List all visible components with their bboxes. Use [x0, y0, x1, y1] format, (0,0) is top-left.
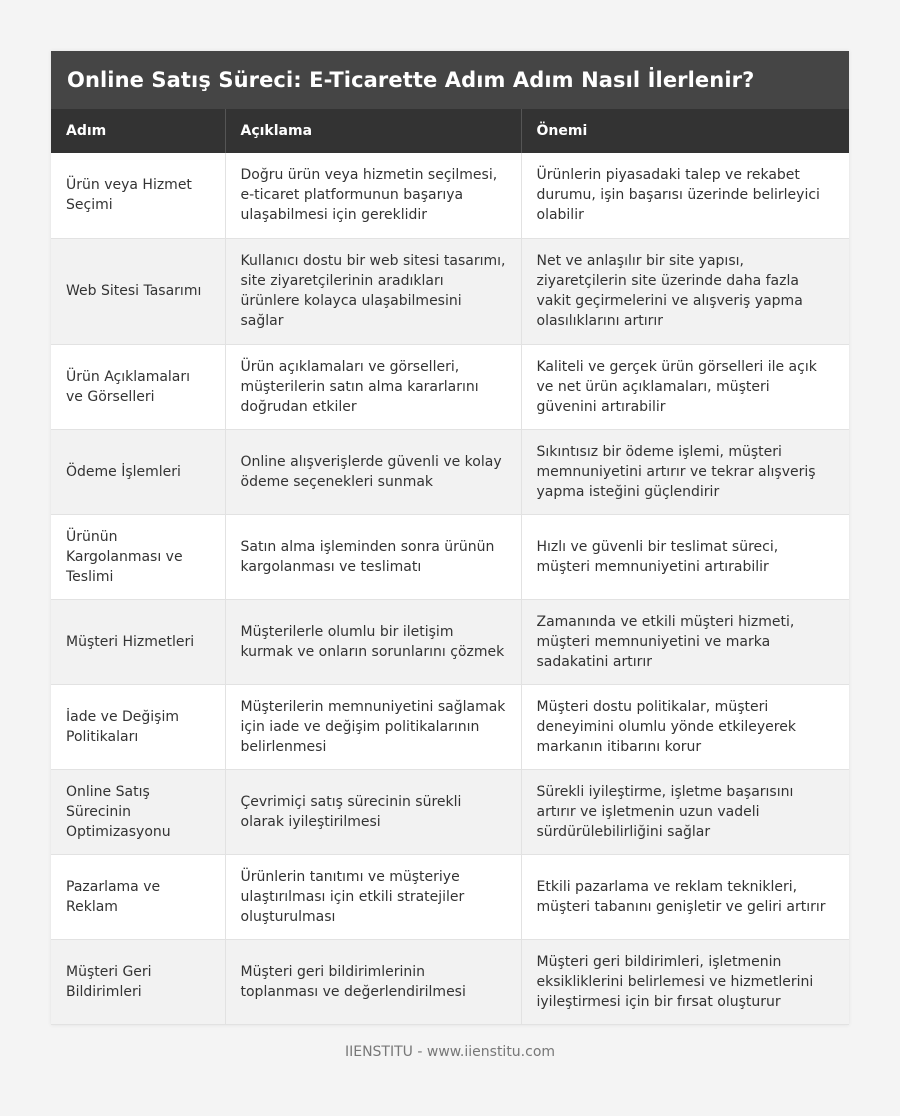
cell-step: Ürünün Kargolanması ve Teslimi — [51, 514, 225, 599]
cell-description: Online alışverişlerde güvenli ve kolay ödeme seçenekleri sunmak — [225, 429, 521, 514]
column-header-step: Adım — [51, 109, 225, 153]
cell-step: Online Satış Sürecinin Optimizasyonu — [51, 769, 225, 854]
cell-importance: Zamanında ve etkili müşteri hizmeti, müşteri memnuniyetini ve marka sadakatini artırır — [521, 599, 849, 684]
cell-description: Doğru ürün veya hizmetin seçilmesi, e-ticaret platformunun başarıya ulaşabilmesi için gereklidir — [225, 153, 521, 238]
cell-importance: Net ve anlaşılır bir site yapısı, ziyaretçilerin site üzerinde daha fazla vakit geçirmelerini ve alışveriş yapma olasılıklarını artırır — [521, 238, 849, 344]
cell-description: Ürün açıklamaları ve görselleri, müşterilerin satın alma kararlarını doğrudan etkiler — [225, 344, 521, 429]
cell-description: Müşterilerin memnuniyetini sağlamak için iade ve değişim politikalarının belirlenmesi — [225, 684, 521, 769]
column-header-description: Açıklama — [225, 109, 521, 153]
table-row — [51, 599, 849, 684]
table-row — [51, 684, 849, 769]
cell-step: Ürün veya Hizmet Seçimi — [51, 153, 225, 238]
cell-step: Müşteri Hizmetleri — [51, 599, 225, 684]
table-header-row — [51, 109, 849, 153]
cell-importance: Etkili pazarlama ve reklam teknikleri, müşteri tabanını genişletir ve geliri artırır — [521, 854, 849, 939]
title-bar — [51, 51, 849, 109]
cell-step: Müşteri Geri Bildirimleri — [51, 939, 225, 1024]
table-row — [51, 939, 849, 1024]
cell-importance: Sıkıntısız bir ödeme işlemi, müşteri memnuniyetini artırır ve tekrar alışveriş yapma isteğini güçlendirir — [521, 429, 849, 514]
table-card — [51, 51, 849, 1025]
cell-step: Ürün Açıklamaları ve Görselleri — [51, 344, 225, 429]
cell-importance: Müşteri dostu politikalar, müşteri deneyimini olumlu yönde etkileyerek markanın itibarını korur — [521, 684, 849, 769]
page-title: Online Satış Süreci: E-Ticarette Adım Adım Nasıl İlerlenir? — [67, 68, 755, 92]
cell-importance: Sürekli iyileştirme, işletme başarısını artırır ve işletmenin uzun vadeli sürdürülebilirliğini sağlar — [521, 769, 849, 854]
table-row — [51, 153, 849, 238]
table-row — [51, 429, 849, 514]
cell-importance: Müşteri geri bildirimleri, işletmenin eksikliklerini belirlemesi ve hizmetlerini iyileştirmesi için bir fırsat oluşturur — [521, 939, 849, 1024]
cell-description: Çevrimiçi satış sürecinin sürekli olarak iyileştirilmesi — [225, 769, 521, 854]
cell-description: Müşteri geri bildirimlerinin toplanması ve değerlendirilmesi — [225, 939, 521, 1024]
cell-step: Pazarlama ve Reklam — [51, 854, 225, 939]
cell-step: Ödeme İşlemleri — [51, 429, 225, 514]
cell-step: Web Sitesi Tasarımı — [51, 238, 225, 344]
table-row — [51, 514, 849, 599]
cell-description: Müşterilerle olumlu bir iletişim kurmak ve onların sorunlarını çözmek — [225, 599, 521, 684]
cell-description: Kullanıcı dostu bir web sitesi tasarımı, site ziyaretçilerinin aradıkları ürünlere kolayca ulaşabilmesini sağlar — [225, 238, 521, 344]
process-table — [51, 109, 849, 1025]
cell-description: Ürünlerin tanıtımı ve müşteriye ulaştırılması için etkili stratejiler oluşturulması — [225, 854, 521, 939]
cell-step: İade ve Değişim Politikaları — [51, 684, 225, 769]
cell-description: Satın alma işleminden sonra ürünün kargolanması ve teslimatı — [225, 514, 521, 599]
column-header-importance: Önemi — [521, 109, 849, 153]
cell-importance: Hızlı ve güvenli bir teslimat süreci, müşteri memnuniyetini artırabilir — [521, 514, 849, 599]
table-row — [51, 854, 849, 939]
footer-credit: IIENSTITU - www.iienstitu.com — [344, 1044, 556, 1060]
cell-importance: Ürünlerin piyasadaki talep ve rekabet durumu, işin başarısı üzerinde belirleyici olabilir — [521, 153, 849, 238]
table-row — [51, 238, 849, 344]
cell-importance: Kaliteli ve gerçek ürün görselleri ile açık ve net ürün açıklamaları, müşteri güvenini artırabilir — [521, 344, 849, 429]
table-row — [51, 769, 849, 854]
table-row — [51, 344, 849, 429]
